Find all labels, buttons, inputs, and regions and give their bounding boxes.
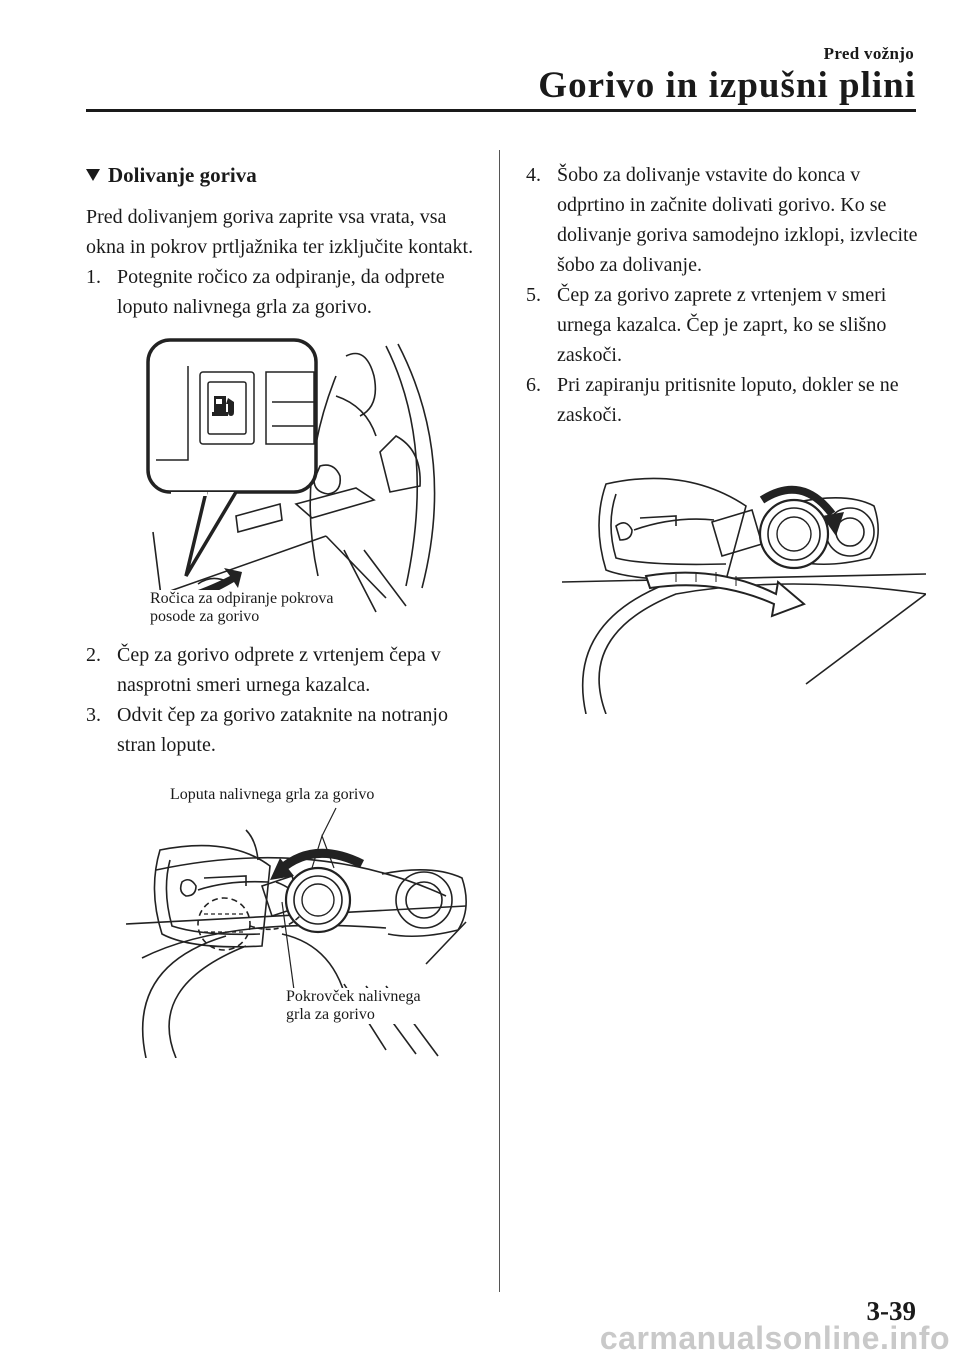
lever-label-line2: posode za gorivo (150, 608, 260, 625)
header-subsection: Pred vožnjo (823, 44, 914, 63)
lid-top-label: Loputa nalivnega grla za gorivo (170, 786, 375, 803)
figure-cap-close (526, 464, 926, 714)
step-2 (86, 640, 476, 700)
watermark: carmanualsonline.info (599, 1320, 950, 1356)
step-number: 1. (86, 266, 101, 288)
step-text: Šobo za dolivanje vstavite do konca v odprtino in začnite dolivati gorivo. Ko se dolivanje goriva samodejno izklopi, izvlecite šobo za dolivanje. (557, 164, 918, 276)
cap-label (284, 988, 423, 1024)
right-column (526, 160, 926, 714)
step-text: Čep za gorivo odprete z vrtenjem čepa v nasprotni smeri urnega kazalca. (117, 644, 441, 696)
step-number: 2. (86, 644, 101, 666)
lever-label (148, 590, 335, 626)
cap-label-line1: Pokrovček nalivnega (286, 988, 421, 1005)
triangle-marker-icon (86, 169, 100, 181)
column-divider (499, 150, 500, 1292)
step-5 (526, 280, 926, 370)
cap-close-illustration (526, 464, 926, 714)
figure-lever (86, 336, 476, 632)
lever-label-line1: Ročica za odpiranje pokrova (150, 590, 334, 607)
section-heading-text: Dolivanje goriva (108, 163, 257, 187)
figure-lid (86, 786, 476, 1058)
cap-label-line2: grla za gorivo (286, 1006, 375, 1023)
lever-illustration (86, 336, 476, 632)
step-text: Čep za gorivo zaprete z vrtenjem v smeri urnega kazalca. Čep je zaprt, ko se slišno zaskoči. (557, 284, 887, 366)
intro-paragraph: Pred dolivanjem goriva zaprite vsa vrata, vsa okna in pokrov prtljažnika ter izključite kontakt. (86, 206, 474, 258)
step-4 (526, 160, 926, 280)
step-text: Pri zapiranju pritisnite loputo, dokler se ne zaskoči. (557, 374, 899, 426)
step-1 (86, 262, 476, 322)
step-text: Odvit čep za gorivo zataknite na notranjo stran lopute. (117, 704, 448, 756)
step-number: 4. (526, 164, 541, 186)
step-3 (86, 700, 476, 760)
page-number: 3-39 (866, 1296, 916, 1326)
step-6 (526, 370, 926, 430)
section-heading (86, 160, 476, 190)
step-number: 3. (86, 704, 101, 726)
header-rule (86, 109, 916, 112)
left-column (86, 160, 476, 1058)
step-text: Potegnite ročico za odpiranje, da odprete loputo nalivnega grla za gorivo. (117, 266, 445, 318)
page-title: Gorivo in izpušni plini (538, 65, 916, 106)
step-number: 6. (526, 374, 541, 396)
step-number: 5. (526, 284, 541, 306)
